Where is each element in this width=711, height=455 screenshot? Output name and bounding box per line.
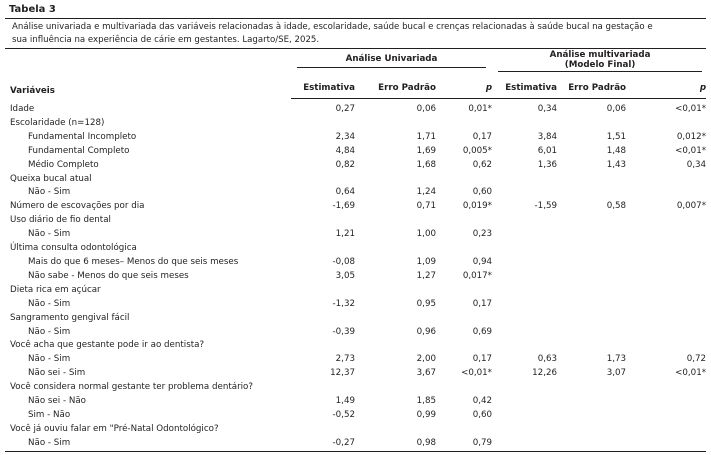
caption-line-1: Análise univariada e multivariada das variáveis relacionadas à idade, escolaridade, saúde bucal e crenças relacionadas à saúde bucal na gestação e	[12, 22, 653, 32]
cell-multi-estimate: 1,36	[537, 159, 558, 170]
cell-univ-estimate: -0,08	[332, 256, 355, 267]
cell-univ-estimate	[291, 284, 355, 298]
cell-multi-estimate	[492, 270, 557, 284]
cell-univ-p: 0,17	[472, 131, 493, 142]
cell-univ-p: 0,019*	[462, 201, 493, 212]
table-row	[5, 131, 706, 145]
cell-multi-std-error	[557, 242, 626, 256]
cell-univ-std-error	[355, 173, 436, 187]
caption-line-2: sua influência na experiência de cárie em gestantes. Lagarto/SE, 2025.	[12, 35, 320, 45]
row-sublabel: Mais do que 6 meses– Menos do que seis meses	[28, 256, 239, 267]
header-multi-p: p	[626, 78, 706, 99]
cell-multi-p	[626, 395, 706, 409]
cell-univ-estimate: 2,34	[335, 131, 355, 142]
header-univariate-group	[291, 49, 492, 78]
cell-multi-p	[626, 228, 706, 242]
header-univariate-label: Análise Univariada	[297, 54, 486, 68]
cell-univ-estimate: -0,39	[332, 326, 355, 337]
cell-multi-std-error	[557, 326, 626, 340]
row-sublabel: Não sei - Sim	[28, 368, 86, 379]
cell-univ-std-error: 1,24	[416, 187, 436, 198]
cell-univ-estimate: 1,49	[335, 396, 355, 407]
cell-univ-std-error	[355, 284, 436, 298]
table-row	[5, 395, 706, 409]
cell-multi-estimate: 0,34	[537, 104, 558, 114]
header-multivariate-group	[492, 49, 706, 78]
cell-univ-std-error: 0,95	[416, 298, 436, 309]
header-univ-std-error: Erro Padrão	[355, 78, 436, 99]
table-row	[5, 99, 706, 117]
cell-univ-estimate	[291, 173, 355, 187]
cell-univ-p	[436, 423, 492, 437]
cell-multi-p: <0,01*	[675, 368, 707, 379]
cell-univ-std-error: 2,00	[416, 354, 436, 365]
cell-multi-std-error	[557, 298, 626, 312]
cell-multi-p	[626, 381, 706, 395]
cell-multi-estimate	[492, 228, 557, 242]
cell-multi-estimate	[492, 409, 557, 423]
cell-univ-std-error: 3,67	[416, 368, 436, 379]
cell-multi-estimate: -1,59	[534, 201, 558, 212]
cell-univ-std-error: 1,00	[416, 229, 436, 240]
cell-multi-std-error	[557, 214, 626, 228]
cell-multi-std-error: 3,07	[606, 368, 627, 379]
row-label: Você considera normal gestante ter problema dentário?	[10, 382, 253, 393]
cell-multi-std-error	[557, 423, 626, 437]
row-sublabel: Não - Sim	[28, 187, 71, 198]
cell-univ-estimate: 3,05	[335, 270, 355, 281]
table-row	[5, 339, 706, 353]
cell-multi-std-error: 1,43	[606, 159, 627, 170]
cell-multi-p	[626, 214, 706, 228]
cell-univ-p	[436, 381, 492, 395]
cell-multi-p: <0,01*	[675, 145, 707, 156]
cell-univ-p: 0,60	[472, 187, 493, 198]
cell-univ-estimate: 0,64	[335, 187, 355, 198]
table-body	[5, 99, 706, 452]
row-label: Uso diário de fio dental	[10, 215, 111, 226]
cell-univ-std-error: 1,09	[416, 256, 436, 267]
cell-univ-std-error	[355, 242, 436, 256]
cell-multi-std-error	[557, 270, 626, 284]
table-row	[5, 312, 706, 326]
cell-univ-p: <0,01*	[461, 368, 493, 379]
header-multi-estimate: Estimativa	[492, 78, 557, 99]
cell-univ-std-error: 1,71	[416, 131, 436, 142]
cell-multi-estimate	[492, 312, 557, 326]
cell-multi-p	[626, 270, 706, 284]
cell-multi-p	[626, 256, 706, 270]
table-row	[5, 409, 706, 423]
cell-univ-std-error: 1,69	[416, 145, 436, 156]
table-row	[5, 367, 706, 381]
cell-multi-estimate	[492, 256, 557, 270]
row-sublabel: Não - Sim	[28, 354, 71, 365]
cell-univ-p: 0,79	[436, 437, 492, 451]
header-univ-estimate: Estimativa	[291, 78, 355, 99]
cell-univ-estimate	[291, 242, 355, 256]
table-row	[5, 326, 706, 340]
cell-univ-estimate	[291, 381, 355, 395]
cell-univ-std-error: 1,27	[416, 270, 436, 281]
header-multivariate-line-2: (Modelo Final)	[564, 60, 636, 70]
cell-univ-estimate: 1,21	[335, 229, 355, 240]
row-label: Idade	[10, 103, 35, 114]
table-row	[5, 353, 706, 367]
header-multivariate-label	[498, 49, 702, 72]
row-sublabel: Fundamental Incompleto	[28, 131, 137, 142]
cell-univ-std-error	[355, 312, 436, 326]
cell-multi-estimate	[492, 423, 557, 437]
cell-univ-estimate	[291, 214, 355, 228]
cell-univ-p	[436, 312, 492, 326]
cell-univ-estimate: 0,82	[335, 159, 355, 170]
cell-univ-std-error: 0,98	[355, 437, 436, 451]
table-row	[5, 270, 706, 284]
cell-multi-std-error	[557, 312, 626, 326]
cell-univ-p	[436, 173, 492, 187]
row-label: Você já ouviu falar em "Pré-Natal Odontológico?	[10, 423, 219, 434]
header-multi-std-error: Erro Padrão	[557, 78, 626, 99]
cell-univ-p	[436, 242, 492, 256]
cell-multi-std-error	[557, 395, 626, 409]
cell-univ-estimate	[291, 423, 355, 437]
cell-multi-std-error: 0,06	[606, 104, 627, 114]
cell-multi-std-error	[557, 339, 626, 353]
cell-univ-p: 0,62	[472, 159, 493, 170]
table-row	[5, 242, 706, 256]
cell-multi-p: 0,72	[686, 354, 707, 365]
cell-multi-std-error	[557, 117, 626, 131]
cell-univ-p: 0,60	[472, 409, 493, 420]
row-sublabel: Não - Sim	[5, 437, 291, 451]
cell-multi-estimate	[492, 395, 557, 409]
cell-univ-estimate	[291, 312, 355, 326]
cell-multi-estimate	[492, 214, 557, 228]
cell-univ-p: 0,005*	[462, 145, 493, 156]
cell-multi-p: 0,012*	[676, 131, 707, 142]
cell-multi-estimate	[492, 437, 557, 451]
row-sublabel: Não - Sim	[28, 326, 71, 337]
cell-univ-std-error: 0,06	[416, 104, 436, 114]
cell-multi-std-error	[557, 437, 626, 451]
cell-univ-p: 0,42	[472, 396, 493, 407]
cell-univ-std-error: 0,71	[416, 201, 436, 212]
cell-multi-p	[626, 312, 706, 326]
cell-multi-p	[626, 409, 706, 423]
header-multivariate-line-1: Análise multivariada	[549, 50, 651, 60]
cell-multi-estimate	[492, 117, 557, 131]
cell-multi-estimate	[492, 326, 557, 340]
table-row	[5, 200, 706, 214]
cell-multi-p	[626, 423, 706, 437]
cell-univ-std-error	[355, 339, 436, 353]
cell-multi-estimate	[492, 173, 557, 187]
cell-multi-p	[626, 326, 706, 340]
table-row	[5, 381, 706, 395]
row-sublabel: Não - Sim	[28, 229, 71, 240]
cell-multi-estimate: 0,63	[537, 354, 558, 365]
cell-univ-p: 0,017*	[462, 270, 493, 281]
cell-multi-std-error	[557, 256, 626, 270]
cell-multi-estimate	[492, 284, 557, 298]
row-label: Última consulta odontológica	[10, 243, 137, 254]
cell-univ-std-error: 0,96	[416, 326, 436, 337]
cell-univ-estimate: -0,52	[332, 409, 355, 420]
row-sublabel: Não sei - Não	[28, 396, 86, 407]
cell-univ-std-error	[355, 117, 436, 131]
cell-univ-estimate: 12,37	[330, 368, 355, 379]
table-row	[5, 173, 706, 187]
cell-multi-std-error	[557, 228, 626, 242]
cell-multi-p	[626, 298, 706, 312]
row-label: Você acha que gestante pode ir ao dentista?	[10, 340, 205, 351]
cell-multi-estimate: 6,01	[537, 145, 558, 156]
cell-multi-std-error	[557, 186, 626, 200]
cell-multi-estimate	[492, 186, 557, 200]
cell-univ-std-error: 1,68	[416, 159, 436, 170]
cell-multi-p	[626, 242, 706, 256]
row-label: Dieta rica em açúcar	[10, 284, 101, 295]
cell-multi-p	[626, 173, 706, 187]
row-label: Queixa bucal atual	[10, 173, 92, 184]
cell-univ-p: 0,69	[472, 326, 493, 337]
cell-multi-p: 0,34	[686, 159, 707, 170]
results-table	[5, 49, 706, 452]
cell-univ-p: 0,23	[472, 229, 493, 240]
cell-multi-estimate	[492, 339, 557, 353]
cell-univ-p: 0,01*	[468, 104, 493, 114]
table-row	[5, 228, 706, 242]
cell-univ-estimate: -0,27	[291, 437, 355, 451]
cell-univ-p	[436, 284, 492, 298]
cell-univ-p: 0,17	[472, 298, 493, 309]
cell-multi-std-error	[557, 381, 626, 395]
cell-univ-std-error: 1,85	[416, 396, 436, 407]
table-row	[5, 159, 706, 173]
cell-univ-p: 0,94	[472, 256, 493, 267]
cell-univ-estimate: -1,69	[332, 201, 355, 212]
cell-univ-estimate	[291, 117, 355, 131]
table-row	[5, 117, 706, 131]
table-row	[5, 284, 706, 298]
cell-multi-std-error: 0,58	[606, 201, 627, 212]
cell-multi-estimate	[492, 381, 557, 395]
table-title: Tabela 3	[9, 4, 56, 15]
table-row	[5, 437, 706, 451]
table-row	[5, 423, 706, 437]
cell-multi-p	[626, 437, 706, 451]
table-caption	[5, 18, 706, 49]
cell-multi-std-error	[557, 173, 626, 187]
cell-univ-p: 0,17	[472, 354, 493, 365]
cell-multi-p	[626, 117, 706, 131]
table-row	[5, 256, 706, 270]
table-row	[5, 214, 706, 228]
cell-multi-std-error	[557, 284, 626, 298]
table-row	[5, 186, 706, 200]
cell-univ-p	[436, 117, 492, 131]
cell-multi-estimate	[492, 298, 557, 312]
cell-multi-estimate	[492, 242, 557, 256]
cell-univ-estimate: 0,27	[335, 104, 355, 114]
row-label: Sangramento gengival fácil	[10, 312, 130, 323]
table-row	[5, 145, 706, 159]
cell-multi-std-error	[557, 409, 626, 423]
cell-multi-std-error: 1,73	[606, 354, 627, 365]
cell-univ-estimate: 4,84	[335, 145, 355, 156]
cell-univ-std-error	[355, 381, 436, 395]
cell-univ-std-error	[355, 423, 436, 437]
row-sublabel: Não - Sim	[28, 298, 71, 309]
header-variables: Variáveis	[10, 85, 55, 96]
cell-multi-estimate: 3,84	[537, 131, 558, 142]
cell-multi-p: 0,007*	[676, 201, 707, 212]
cell-multi-p: <0,01*	[675, 104, 707, 114]
row-sublabel: Não sabe - Menos do que seis meses	[28, 270, 189, 281]
cell-multi-estimate: 12,26	[532, 368, 558, 379]
row-sublabel: Sim - Não	[28, 409, 71, 420]
table-row	[5, 298, 706, 312]
cell-univ-estimate: -1,32	[332, 298, 355, 309]
cell-univ-p	[436, 339, 492, 353]
header-univ-p: p	[436, 78, 492, 99]
cell-multi-std-error: 1,51	[606, 131, 627, 142]
cell-multi-p	[626, 284, 706, 298]
cell-multi-std-error: 1,48	[606, 145, 627, 156]
cell-univ-estimate: 2,73	[335, 354, 355, 365]
row-label: Escolaridade (n=128)	[10, 117, 105, 128]
cell-univ-std-error: 0,99	[416, 409, 436, 420]
row-sublabel: Médio Completo	[28, 159, 99, 170]
cell-univ-std-error	[355, 214, 436, 228]
cell-multi-p	[626, 339, 706, 353]
cell-univ-p	[436, 214, 492, 228]
cell-univ-estimate	[291, 339, 355, 353]
row-sublabel: Fundamental Completo	[28, 145, 130, 156]
cell-multi-p	[626, 186, 706, 200]
row-label: Número de escovações por dia	[10, 201, 145, 212]
